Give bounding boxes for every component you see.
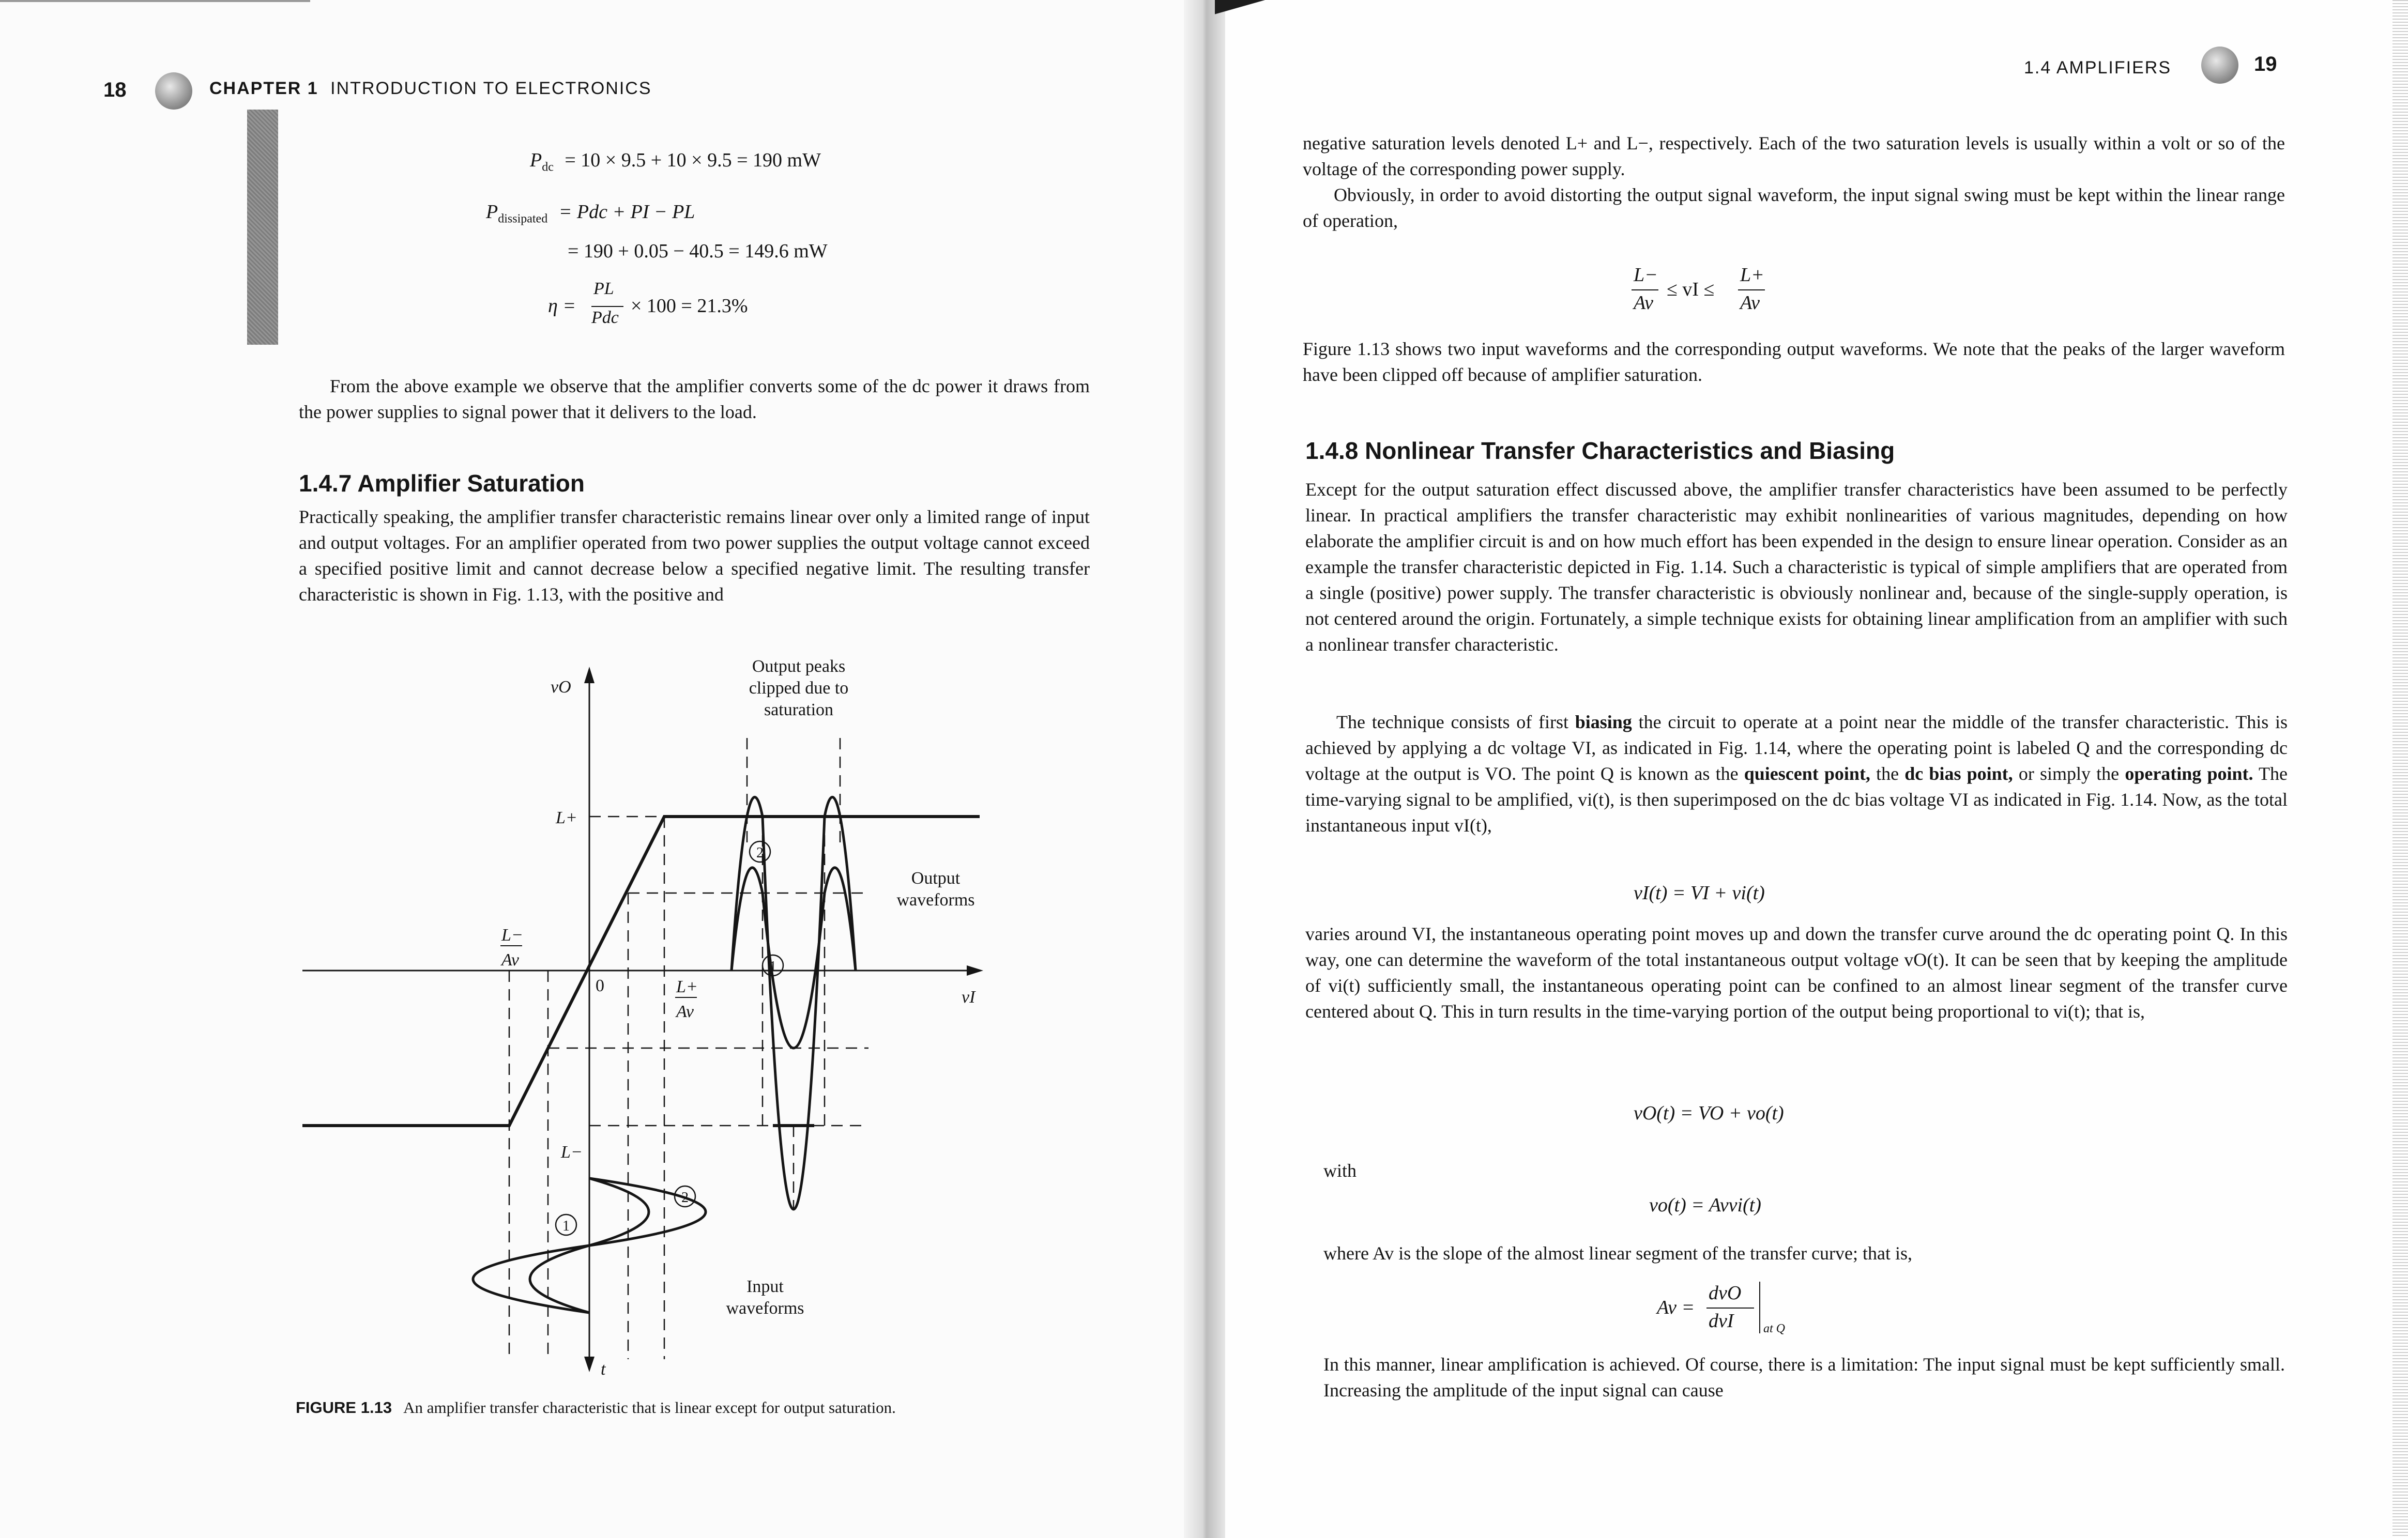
chapter-title: INTRODUCTION TO ELECTRONICS bbox=[330, 79, 652, 98]
left-page: 18 CHAPTER 1 INTRODUCTION TO ELECTRONICS $P_{dc} = 10 \times 9.5 + 10 \times 9.5 = 190$ mW $P_{dissipated}$ = Pdc + PI − PL = 190 + 0.05 − 40.5 = 149.6 mW η = PL Pdc × 100 = 21.3% From the above example we observe that the amplifier converts some of the dc power it draws from the power supplies to signal power that it delivers to the load. 1.4.7 Amplifier Saturation Practically speaking, the amplifier transfer characteristic remains linear over only a limited range of input and output voltages. For an amplifier operated from two power supplies the output voltage cannot exceed a specified positive limit and cannot decrease below a specified negative limit. The resulting transfer characteristic is shown in Fig. 1.13, with the positive and 2 1 2 1 vO vI t 0 L+ L− L− Av L+ Av Output peaks clipped due to saturation Output waveforms Input waveforms FIGURE 1.13 An amplifier transfer characteristic that is linear except for output saturation. bbox=[0, 0, 1184, 1538]
right-page bbox=[1225, 0, 2408, 1538]
page-edge-line bbox=[0, 0, 310, 2]
l-minus-label: L− bbox=[561, 1143, 583, 1162]
running-head: 1.4 AMPLIFIERS bbox=[2024, 58, 2171, 78]
label-clipped-line1: Output peaks bbox=[752, 657, 846, 676]
page-stack-edge bbox=[2392, 0, 2408, 1538]
axis-label-vi: vI bbox=[962, 988, 976, 1007]
label-input-line2: waveforms bbox=[726, 1299, 804, 1318]
section-heading-nonlinear: 1.4.8 Nonlinear Transfer Characteristics and Biasing bbox=[1305, 437, 1895, 464]
l-minus-over-av-den: Av bbox=[501, 950, 519, 970]
book-gutter bbox=[1184, 0, 1225, 1538]
paragraph-slope: where Av is the slope of the almost linear segment of the transfer curve; that is, bbox=[1323, 1243, 1912, 1264]
equation-small-signal: vo(t) = Avvi(t) bbox=[1649, 1194, 1761, 1216]
equation-total-input: vI(t) = VI + vi(t) bbox=[1634, 882, 1765, 904]
equation-pdissipated: $P_{dissipated}$ = Pdc + PI − PL bbox=[486, 201, 695, 226]
marker-2-input-label: 2 bbox=[681, 1190, 689, 1206]
paragraph-limitation: In this manner, linear amplification is achieved. Of course, there is a limitation: The input signal must be kept sufficiently small. Increasing the amplitude of the input signal can cause bbox=[1323, 1354, 2285, 1401]
page-corner-shadow bbox=[1215, 0, 1277, 18]
figure-transfer-characteristic bbox=[295, 646, 1008, 1385]
l-plus-over-av-num: L+ bbox=[676, 977, 698, 996]
paragraph-nonlinearities: Except for the output saturation effect discussed above, the amplifier transfer characteristics have been assumed to be perfectly linear. In practical amplifiers the transfer characteristic may exhibit nonlinearities of various magnitudes, depending on how elaborate the amplifier circuit is and on how much effort has been expended in the design to ensure linear operation. Consider as an example the transfer characteristic depicted in Fig. 1.14. Such a characteristic is typical of simple amplifiers that are operated from a single (positive) power supply. The transfer characteristic is obviously nonlinear and, because of the single-supply operation, is not centered around the origin. Fortunately, a simple technique exists for obtaining linear amplification from an amplifier with such a nonlinear transfer characteristic. bbox=[1305, 479, 2288, 655]
vo-axis-arrow bbox=[584, 667, 595, 683]
page-number: 19 bbox=[2254, 53, 2277, 75]
chapter-label: CHAPTER 1 bbox=[209, 79, 318, 98]
origin-label: 0 bbox=[596, 976, 604, 995]
paragraph-input-swing: Obviously, in order to avoid distorting the output signal waveform, the input signal swing must be kept within the linear range of operation, bbox=[1303, 184, 2285, 231]
l-plus-over-av-den: Av bbox=[676, 1002, 694, 1021]
marker-1-input-label: 1 bbox=[562, 1218, 570, 1234]
equation-input-range: L− Av ≤ vI ≤ L+ Av bbox=[1634, 264, 1851, 326]
section-paragraph: Practically speaking, the amplifier transfer characteristic remains linear over only a limited range of input and output voltages. For an amplifier operated from two power supplies the output voltage cannot exceed a specified positive limit and cannot decrease below a specified negative limit. The resulting transfer characteristic is shown in Fig. 1.13, with the positive and bbox=[299, 506, 1090, 605]
equation-total-output: vO(t) = VO + vo(t) bbox=[1634, 1102, 1784, 1124]
paragraph-figure-reference: Figure 1.13 shows two input waveforms and the corresponding output waveforms. We note that the peaks of the larger waveform have been clipped off because of amplifier saturation. bbox=[1303, 339, 2285, 385]
output-waveform-1 bbox=[731, 868, 856, 1048]
equation-pdissipated-value: = 190 + 0.05 − 40.5 = 149.6 mW bbox=[568, 240, 828, 262]
page-number: 18 bbox=[103, 79, 127, 101]
running-head bbox=[209, 79, 652, 99]
axis-label-t: t bbox=[601, 1360, 606, 1379]
vi-axis-arrow bbox=[967, 965, 983, 976]
t-axis-arrow bbox=[584, 1357, 595, 1372]
figure-caption-label: FIGURE 1.13 bbox=[296, 1398, 392, 1417]
intro-paragraph: From the above example we observe that the amplifier converts some of the dc power it draws from the power supplies to signal power that it delivers to the load. bbox=[299, 376, 1090, 422]
label-clipped-line2: clipped due to bbox=[749, 679, 849, 698]
axis-label-vo: vO bbox=[551, 678, 571, 697]
l-plus-label: L+ bbox=[556, 808, 577, 827]
marker-1-output-label: 1 bbox=[769, 959, 776, 975]
marker-2-output-label: 2 bbox=[756, 845, 764, 861]
label-output-line1: Output bbox=[911, 869, 961, 888]
with-label: with bbox=[1323, 1160, 1357, 1181]
figure-caption bbox=[296, 1398, 896, 1417]
label-clipped-line3: saturation bbox=[764, 700, 834, 719]
l-minus-over-av-num: L− bbox=[501, 926, 523, 945]
label-output-line2: waveforms bbox=[896, 890, 975, 910]
example-sidebar-bar bbox=[247, 110, 278, 345]
globe-icon bbox=[155, 72, 192, 110]
figure-caption-text: An amplifier transfer characteristic that is linear except for output saturation. bbox=[403, 1398, 896, 1417]
globe-icon bbox=[2201, 47, 2238, 84]
paragraph-biasing: The technique consists of first biasing the circuit to operate at a point near the middle of the transfer characteristic. This is achieved by applying a dc voltage VI, as indicated in Fig. 1.14, where the operating point is labeled Q and the corresponding dc voltage at the output is VO. The point Q is known as the quiescent point, the dc bias point, or simply the operating point. The time-varying signal to be amplified, vi(t), is then superimposed on the dc bias voltage VI as indicated in Fig. 1.14. Now, as the total instantaneous input vI(t), bbox=[1305, 712, 2288, 836]
equation-pdc: $P_{dc} = 10 \times 9.5 + 10 \times 9.5 = 190$ mW bbox=[530, 149, 821, 174]
label-input-line1: Input bbox=[746, 1277, 784, 1296]
equation-gain-derivative: Av = dvO dvI at Q bbox=[1657, 1282, 1785, 1335]
paragraph-operating-point: varies around VI, the instantaneous operating point moves up and down the transfer curve around the dc operating point Q. In this way, one can determine the waveform of the total instantaneous output voltage vO(t). It can be seen that by keeping the amplitude of vi(t) sufficiently small, the instantaneous operating point can be confined to an almost linear segment of the transfer curve centered about Q. This in turn results in the time-varying portion of the output being proportional to vi(t); that is, bbox=[1305, 924, 2288, 1022]
paragraph-saturation-levels: negative saturation levels denoted L+ and L−, respectively. Each of the two saturation levels is usually within a volt or so of the voltage of the corresponding power supply. bbox=[1303, 133, 2285, 179]
section-heading-amplifier-saturation: 1.4.7 Amplifier Saturation bbox=[299, 470, 585, 497]
